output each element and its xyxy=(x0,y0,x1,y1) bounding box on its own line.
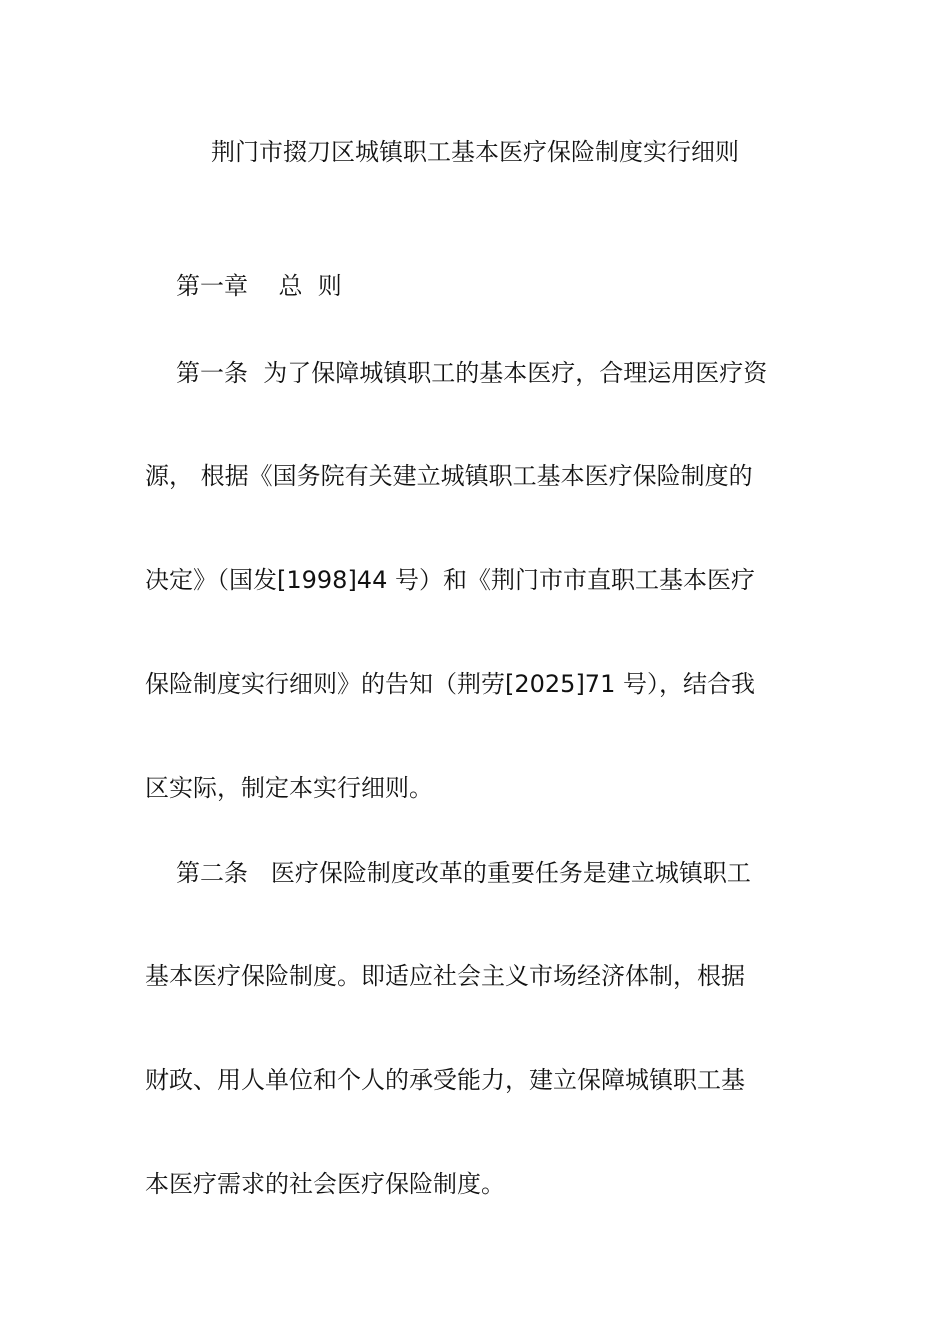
article-2-line-3: 财政、用人单位和个人的承受能力，建立保障城镇职工基 xyxy=(145,1066,745,1094)
article-1-line-5: 区实际，制定本实行细则。 xyxy=(145,774,433,802)
article-1-line-3: 决定》（国发[1998]44 号）和《荆门市市直职工基本医疗 xyxy=(145,566,755,594)
chapter-heading: 第一章 总 则 xyxy=(176,272,342,300)
article-1-line-4: 保险制度实行细则》的告知（荆劳[2025]71 号），结合我 xyxy=(145,670,755,698)
article-2-line-1: 第二条 医疗保险制度改革的重要任务是建立城镇职工 xyxy=(176,859,751,887)
article-2-line-4: 本医疗需求的社会医疗保险制度。 xyxy=(145,1170,505,1198)
document-title: 荆门市掇刀区城镇职工基本医疗保险制度实行细则 xyxy=(211,138,739,166)
article-1-line-2: 源， 根据《国务院有关建立城镇职工基本医疗保险制度的 xyxy=(145,462,753,490)
article-2-line-2: 基本医疗保险制度。即适应社会主义市场经济体制，根据 xyxy=(145,962,745,990)
article-1-line-1: 第一条 为了保障城镇职工的基本医疗，合理运用医疗资 xyxy=(176,359,768,387)
